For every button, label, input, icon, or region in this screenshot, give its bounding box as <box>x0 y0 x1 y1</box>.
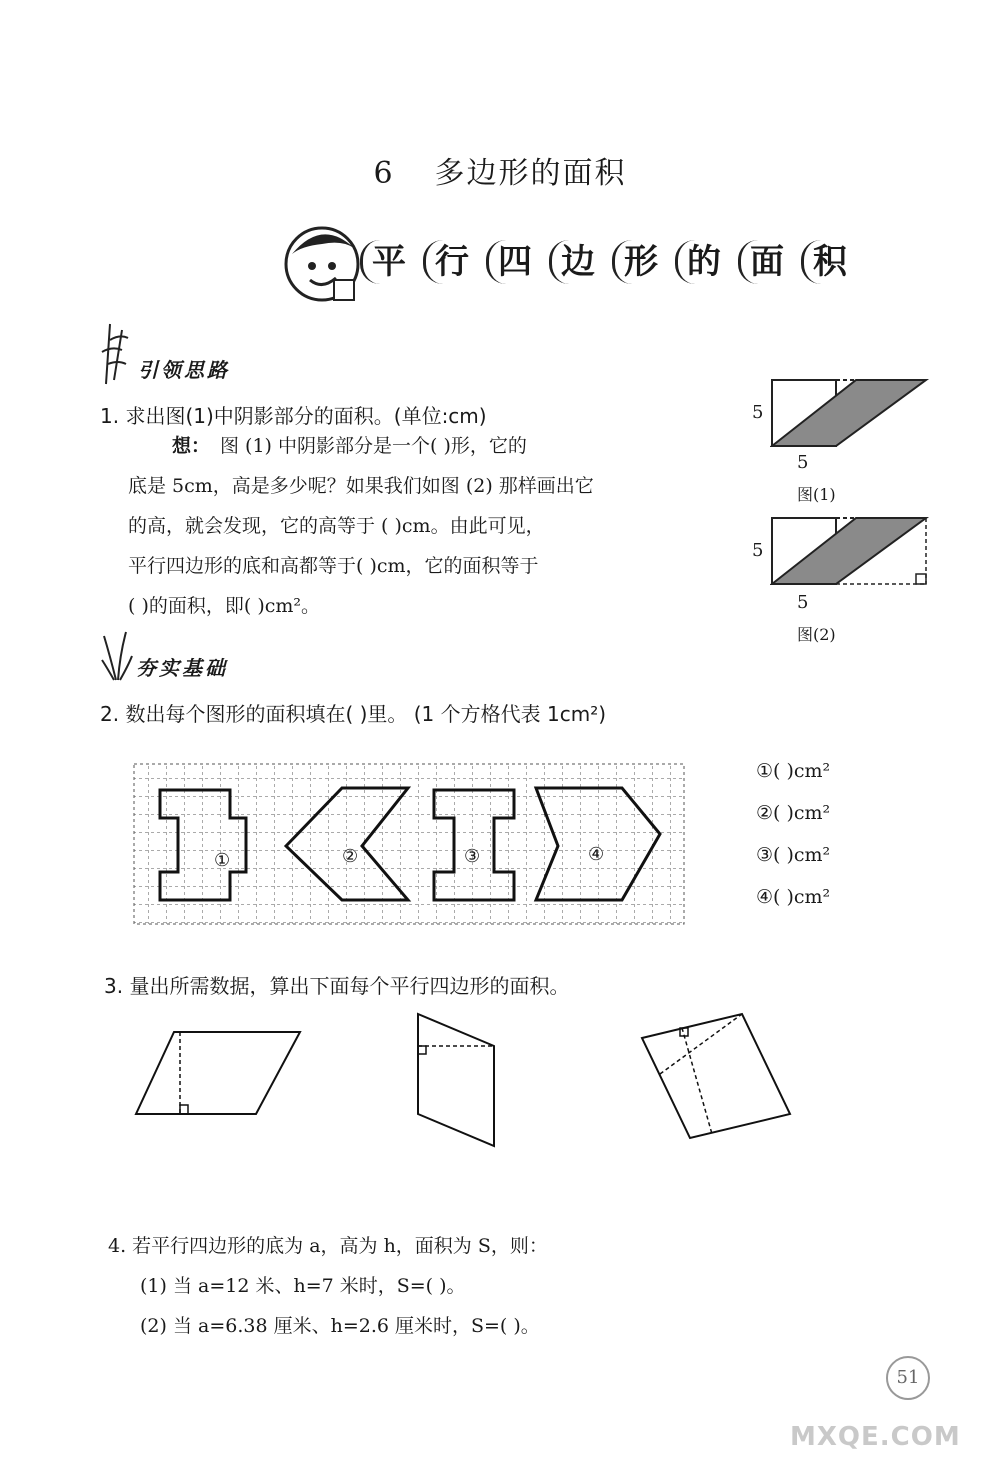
q1-think-label: 想： <box>172 435 211 457</box>
q1-title: 1. 求出图(1)中阴影部分的面积。(单位:cm) <box>100 404 487 428</box>
banner-char: 平 <box>360 240 409 284</box>
banner-char: 面 <box>738 240 787 284</box>
section-foundation: 夯实基础 <box>136 656 228 680</box>
figure-2-diagram <box>770 514 960 594</box>
q4-title: 4. 若平行四边形的底为 a，高为 h，面积为 S，则： <box>108 1235 548 1257</box>
fig2-caption: 图(2) <box>797 625 836 644</box>
q4-item-2: (2) 当 a=6.38 厘米、h=2.6 厘米时，S=( )。 <box>140 1315 540 1337</box>
q4-item-1: (1) 当 a=12 米、h=7 米时，S=( )。 <box>140 1275 466 1297</box>
chapter-title <box>0 148 1000 192</box>
mascot-icon <box>282 218 362 308</box>
q1-line: 的高，就会发现，它的高等于 ( )cm。由此可见， <box>128 515 545 537</box>
q1-line: 图 (1) 中阴影部分是一个( )形，它的 <box>220 435 527 457</box>
parallelogram-b <box>418 1014 494 1146</box>
parallelogram-c <box>642 1014 790 1138</box>
q3-title: 3. 量出所需数据，算出下面每个平行四边形的面积。 <box>104 974 570 998</box>
shape-label-1: ① <box>214 850 231 871</box>
q2-answer-3: ③( )cm² <box>756 844 831 866</box>
q1-line: 平行四边形的底和高都等于( )cm，它的面积等于 <box>128 555 539 577</box>
q1-line: 底是 5cm，高是多少呢？如果我们如图 (2) 那样画出它 <box>128 475 594 497</box>
section-guide: 引领思路 <box>138 358 230 382</box>
figure-1-diagram <box>770 376 960 456</box>
fig2-side-label: 5 <box>752 540 764 561</box>
parallelogram-a <box>136 1032 300 1114</box>
banner-char: 的 <box>675 240 724 284</box>
banner-char: 形 <box>612 240 661 284</box>
watermark-text: MXQE.COM <box>790 1422 961 1452</box>
q1-line: ( )的面积，即( )cm²。 <box>128 595 321 617</box>
banner-char: 行 <box>423 240 472 284</box>
q2-answer-2: ②( )cm² <box>756 802 831 824</box>
grass-icon <box>100 626 134 682</box>
bamboo-icon <box>96 320 136 386</box>
shape-label-4: ④ <box>588 844 605 865</box>
q2-grid-figure <box>130 760 690 930</box>
q2-answer-4: ④( )cm² <box>756 886 831 908</box>
banner-char: 四 <box>486 240 535 284</box>
chapter-number: 6 <box>373 156 395 191</box>
fig1-base-label: 5 <box>797 452 809 473</box>
q2-answer-1: ①( )cm² <box>756 760 831 782</box>
fig1-side-label: 5 <box>752 402 764 423</box>
fig2-base-label: 5 <box>797 592 809 613</box>
banner-title <box>360 240 850 284</box>
q3-parallelograms <box>130 1010 820 1150</box>
banner-char: 积 <box>801 240 850 284</box>
q2-title: 2. 数出每个图形的面积填在( )里。 (1 个方格代表 1cm²) <box>100 702 607 726</box>
shape-label-3: ③ <box>464 846 481 867</box>
page-number: 51 <box>886 1356 930 1400</box>
chapter-name: 多边形的面积 <box>434 156 627 191</box>
banner-char: 边 <box>549 240 598 284</box>
fig1-caption: 图(1) <box>797 485 836 504</box>
shape-label-2: ② <box>342 846 359 867</box>
